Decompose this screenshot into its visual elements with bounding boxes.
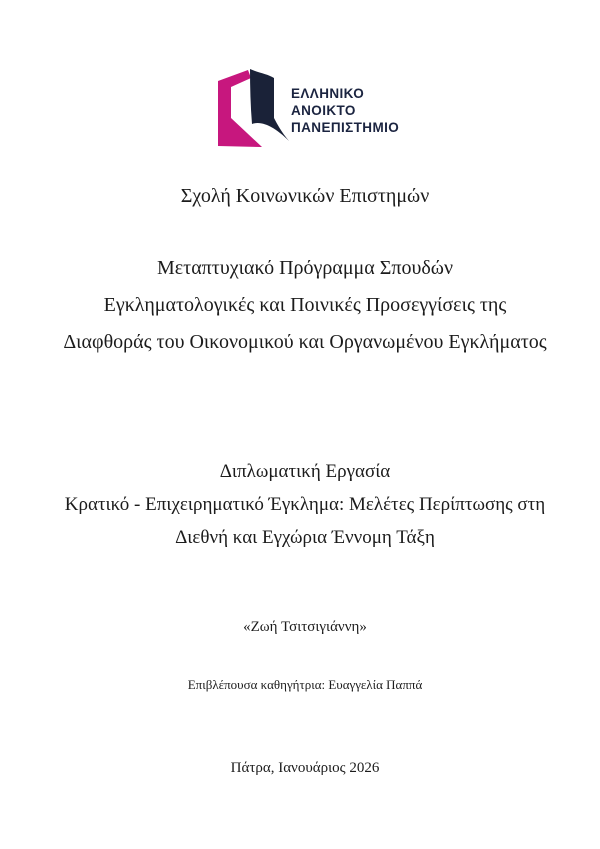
university-name-line-3: ΠΑΝΕΠΙΣΤΗΜΙΟ: [291, 120, 400, 136]
university-logo: [214, 68, 414, 150]
thesis-title-line-2: Διεθνή και Εγχώρια Έννομη Τάξη: [175, 527, 435, 548]
university-name: [291, 85, 399, 137]
book-page-navy-shape: [250, 69, 289, 141]
university-name-line-1: ΕΛΛΗΝΙΚΟ: [291, 86, 365, 101]
thesis-title-line-1: Κρατικό - Επιχειρηματικό Έγκλημα: Μελέτες Περίπτωσης στη: [64, 494, 546, 515]
thesis-type-label: Διπλωματική Εργασία: [219, 461, 391, 482]
university-name-line-2: ΑΝΟΙΚΤΟ: [291, 103, 356, 119]
school-title: Σχολή Κοινωνικών Επιστημών: [180, 185, 430, 207]
thesis-block: [5, 455, 600, 554]
open-book-logo-icon: [214, 68, 290, 148]
author-name: «Ζωή Τσιτσιγιάννη»: [243, 619, 367, 635]
program-title: Μεταπτυχιακό Πρόγραμμα Σπουδών: [156, 257, 454, 279]
program-name-line-2: Διαφθοράς του Οικονομικού και Οργανωμένου Εγκλήματος: [63, 331, 547, 353]
place-date: Πάτρα, Ιανουάριος 2026: [230, 760, 380, 776]
program-block: [5, 250, 600, 361]
supervisor-line: Επιβλέπουσα καθηγήτρια: Ευαγγελία Παππά: [187, 677, 423, 692]
program-name-line-1: Εγκληματολογικές και Ποινικές Προσεγγίσεις της: [103, 294, 507, 316]
